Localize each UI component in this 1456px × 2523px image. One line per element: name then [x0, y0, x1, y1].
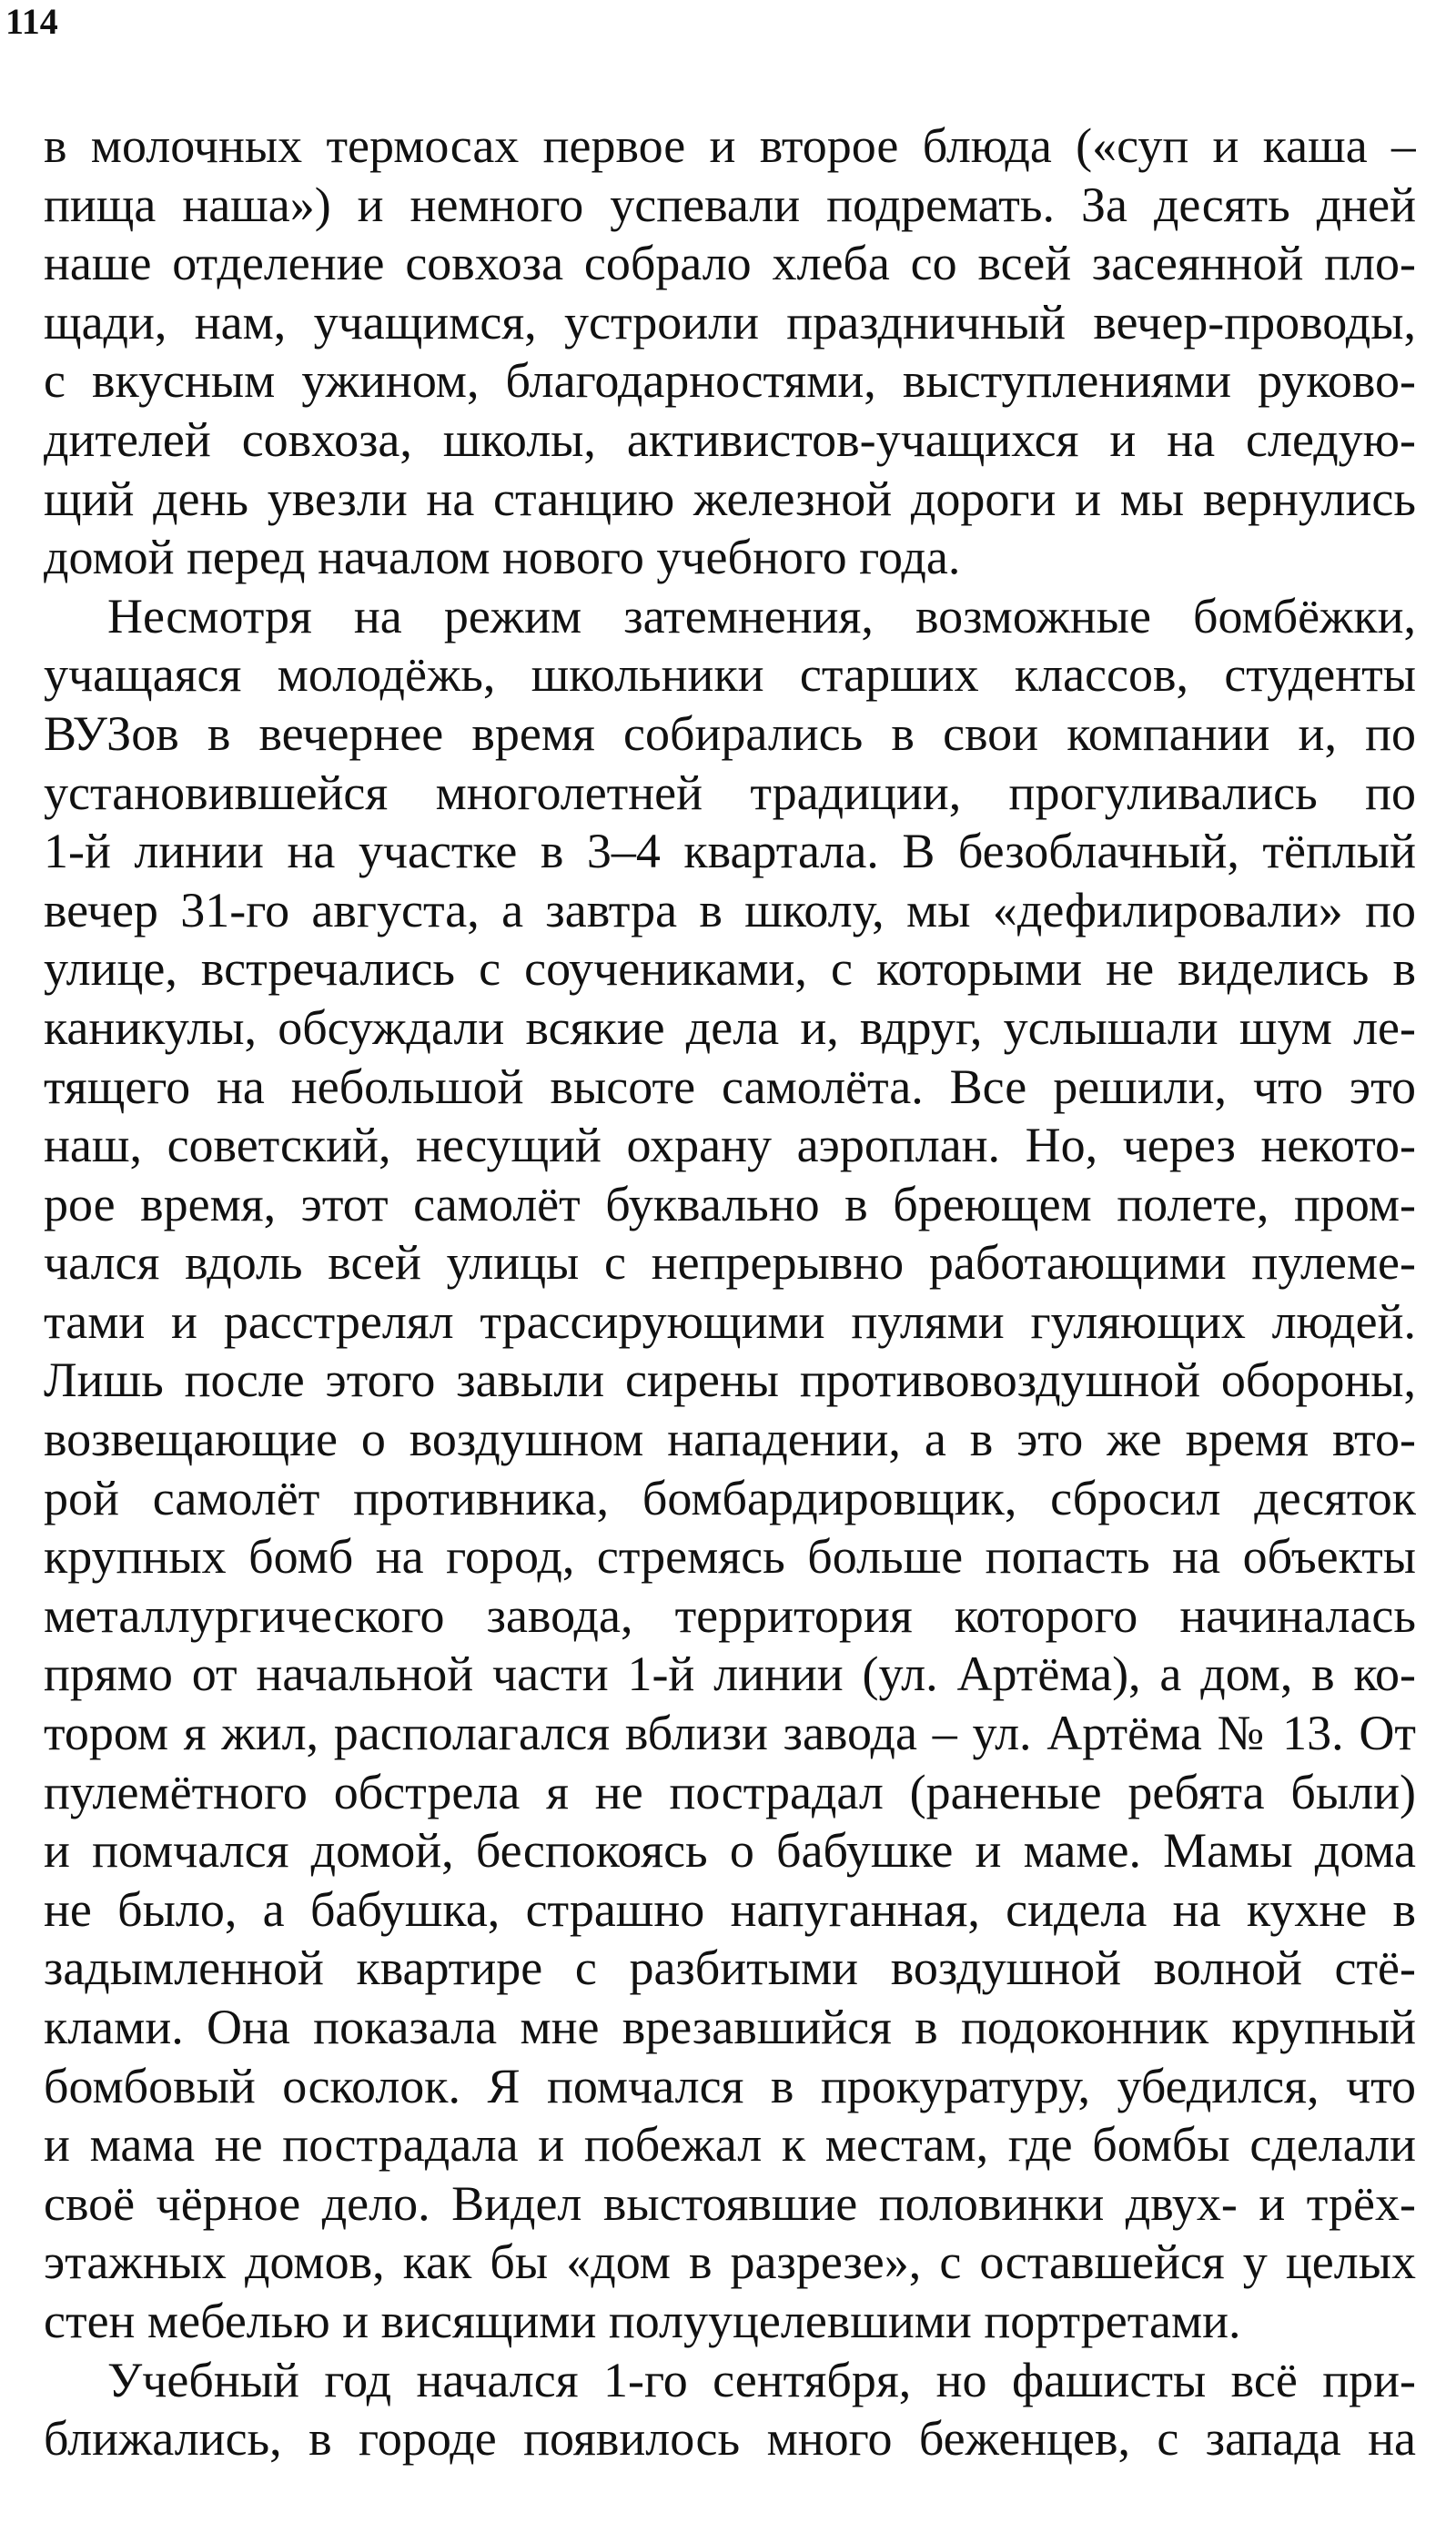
text-line: стен мебелью и висящими полууцелевшими портретами.	[44, 2293, 1241, 2348]
text-line: с вкусным ужином, благодарностями, выступлениями руково-	[44, 353, 1416, 409]
text-line: тящего на небольшой высоте самолёта. Все решили, что это	[44, 1059, 1416, 1114]
text-line: прямо от начальной части 1-й линии (ул. Артёма), а дом, в ко-	[44, 1647, 1416, 1702]
text-line: и помчался домой, беспокоясь о бабушке и маме. Мамы дома	[44, 1823, 1416, 1879]
text-line: дителей совхоза, школы, активистов-учащихся и на следую-	[44, 411, 1416, 467]
text-line: наше отделение совхоза собрало хлеба со всей засеянной пло-	[44, 236, 1416, 291]
page-number: 114	[5, 1, 58, 42]
text-line: рое время, этот самолёт буквально в бреющем полете, пром-	[44, 1176, 1416, 1231]
text-line: тором я жил, располагался вблизи завода – ул. Артёма № 13. От	[44, 1706, 1416, 1761]
text-line: задымленной квартире с разбитыми воздушной волной стё-	[44, 1940, 1416, 1996]
text-line: установившейся многолетней традиции, прогуливались по	[44, 765, 1416, 820]
text-line: чался вдоль всей улицы с непрерывно работающими пулеме-	[44, 1235, 1416, 1291]
text-line: щий день увезли на станцию железной дороги и мы вернулись	[44, 471, 1416, 526]
text-line: Несмотря на режим затемнения, возможные бомбёжки,	[107, 588, 1416, 643]
text-line: и мама не пострадала и побежал к местам, где бомбы сделали	[44, 2117, 1416, 2173]
text-line: вечер 31-го августа, а завтра в школу, мы «дефилировали» по	[44, 882, 1416, 937]
text-line: металлургического завода, территория которого начиналась	[44, 1587, 1416, 1643]
text-line: Учебный год начался 1-го сентября, но фашисты всё при-	[107, 2352, 1416, 2407]
text-line: ВУЗов в вечернее время собирались в свои компании и, по	[44, 705, 1416, 761]
text-line: возвещающие о воздушном нападении, а в это же время вто-	[44, 1412, 1416, 1467]
text-line: этажных домов, как бы «дом в разрезе», с оставшейся у целых	[44, 2234, 1416, 2290]
text-line: рой самолёт противника, бомбардировщик, сбросил десяток	[44, 1470, 1416, 1525]
text-line: наш, советский, несущий охрану аэроплан. Но, через некото-	[44, 1118, 1416, 1173]
page-text	[44, 117, 1416, 2468]
text-line: пища наша») и немного успевали подремать. За десять дней	[44, 177, 1416, 232]
text-line: Лишь после этого завыли сирены противовоздушной обороны,	[44, 1353, 1416, 1408]
text-line: щади, нам, учащимся, устроили праздничный вечер-проводы,	[44, 294, 1416, 350]
text-line: 1-й линии на участке в 3–4 квартала. В безоблачный, тёплый	[44, 824, 1416, 879]
text-line: своё чёрное дело. Видел выстоявшие половинки двух- и трёх-	[44, 2175, 1416, 2231]
text-line: клами. Она показала мне врезавшийся в подоконник крупный	[44, 2000, 1416, 2054]
text-line: домой перед началом нового учебного года.	[44, 530, 961, 585]
text-line: пулемётного обстрела я не пострадал (раненые ребята были)	[44, 1764, 1416, 1819]
text-line: ближались, в городе появилось много беженцев, с запада на	[44, 2411, 1416, 2467]
text-line: в молочных термосах первое и второе блюда («суп и каша –	[44, 118, 1416, 173]
text-line: бомбовый осколок. Я помчался в прокуратуру, убедился, что	[44, 2058, 1416, 2113]
text-line: не было, а бабушка, страшно напуганная, сидела на кухне в	[44, 1881, 1416, 1937]
text-line: каникулы, обсуждали всякие дела и, вдруг, услышали шум ле-	[44, 999, 1416, 1055]
text-line: улице, встречались с соучениками, с которыми не виделись в	[44, 941, 1416, 997]
text-line: тами и расстрелял трассирующими пулями гуляющих людей.	[44, 1293, 1416, 1349]
text-line: крупных бомб на город, стремясь больше попасть на объекты	[44, 1529, 1416, 1585]
text-line: учащаяся молодёжь, школьники старших классов, студенты	[44, 647, 1416, 703]
